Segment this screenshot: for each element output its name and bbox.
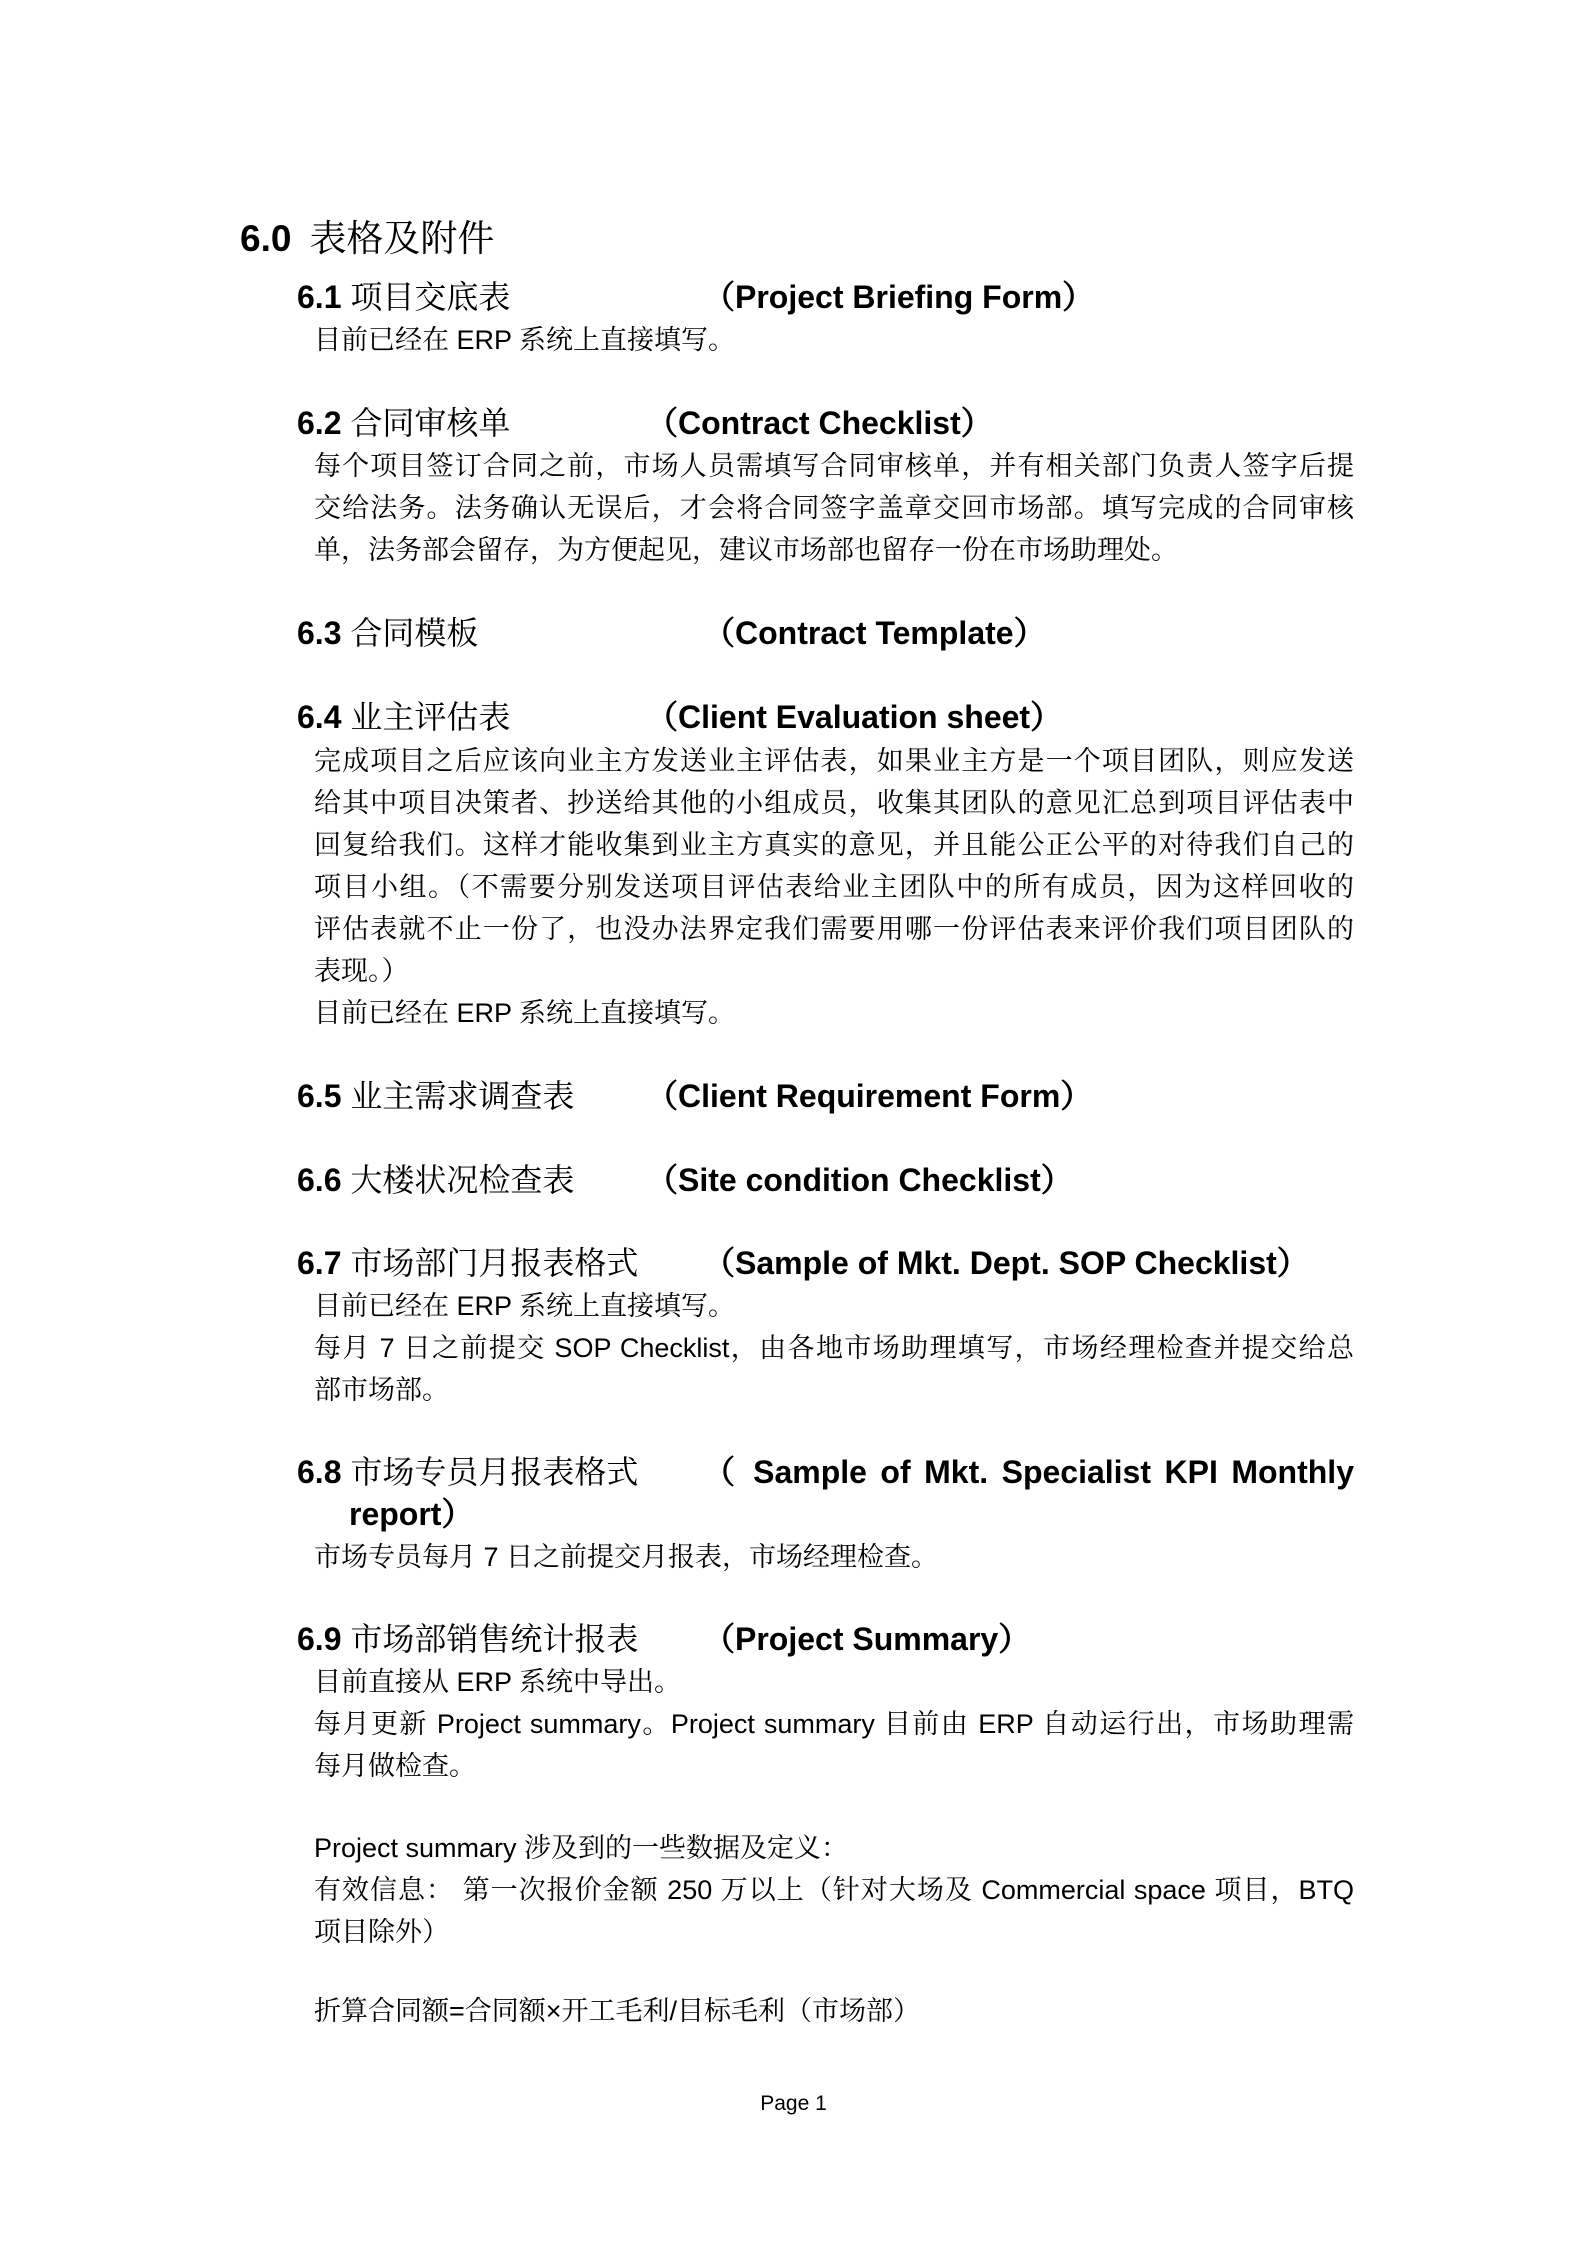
section-heading-6-4: 6.4 业主评估表 （Client Evaluation sheet） — [297, 696, 510, 738]
section-body-6-1: 目前已经在 ERP 系统上直接填写。 — [314, 325, 736, 355]
project-summary-definitions: Project summary 涉及到的一些数据及定义： 有效信息： 第一次报价金额 250 万以上（针对大场及 Commercial space 项目，BTQ 项目除外） — [314, 1833, 1354, 1947]
chapter-heading — [240, 208, 494, 262]
section-heading-6-8: 6.8 市场专员月报表格式 （ Sample of Mkt. Specialist KPI Monthly — [297, 1451, 638, 1493]
converted-contract-formula: 折算合同额=合同额×开工毛利/目标毛利（市场部） — [314, 1996, 921, 2026]
section-heading-6-1: 6.1 项目交底表 （Project Briefing Form） — [297, 276, 510, 318]
section-english-title: （Client Evaluation sheet） — [646, 699, 1063, 735]
section-body-6-4: 完成项目之后应该向业主方发送业主评估表，如果业主方是一个项目团队，则应发送 给其中项目决策者、抄送给其他的小组成员，收集其团队的意见汇总到项目评估表中 回复给我们。这样才能收集到业主方真实的意见，并且能公正公平的对待我们自己的 项目小组。（不需要分别发送项目评估表给业主团队中的所有成员，因为这样回收的 评估表就不止一份了，也没办法界定我们需要用哪一份评估表来评价我们项目团队的 表现。） 目前已经在 ERP 系统上直接填写。 — [314, 746, 1354, 1028]
section-heading-6-5: 6.5 业主需求调查表 （Client Requirement Form） — [297, 1075, 574, 1117]
section-english-title: （Contract Checklist） — [646, 405, 993, 441]
page-footer: Page 1 — [760, 2092, 827, 2115]
section-heading-6-6: 6.6 大楼状况检查表 （Site condition Checklist） — [297, 1159, 574, 1201]
chapter-number: 6.0 — [240, 218, 292, 259]
section-heading-6-9: 6.9 市场部销售统计报表 （Project Summary） — [297, 1618, 638, 1660]
chapter-title: 表格及附件 — [309, 218, 495, 259]
section-heading-6-7: 6.7 市场部门月报表格式 （Sample of Mkt. Dept. SOP Checklist） — [297, 1242, 638, 1284]
section-english-title: （Site condition Checklist） — [646, 1162, 1073, 1198]
section-english-title: （Project Briefing Form） — [703, 279, 1095, 315]
section-english-title: （Sample of Mkt. Dept. SOP Checklist） — [703, 1245, 1309, 1281]
section-body-6-8: 市场专员每月 7 日之前提交月报表，市场经理检查。 — [314, 1542, 939, 1572]
section-body-6-7: 目前已经在 ERP 系统上直接填写。 每月 7 日之前提交 SOP Checklist，由各地市场助理填写，市场经理检查并提交给总 部市场部。 — [314, 1291, 1354, 1405]
section-english-title: （ Sample of Mkt. Specialist KPI Monthly — [703, 1454, 1354, 1490]
section-english-title: （Project Summary） — [703, 1621, 1031, 1657]
section-english-title: （Client Requirement Form） — [646, 1078, 1093, 1114]
section-heading-6-3: 6.3 合同模板 （Contract Template） — [297, 612, 478, 654]
section-heading-6-8-continued: report） — [349, 1496, 474, 1532]
section-english-title: （Contract Template） — [703, 615, 1046, 651]
section-heading-6-2: 6.2 合同审核单 （Contract Checklist） — [297, 402, 510, 444]
section-body-6-2: 每个项目签订合同之前，市场人员需填写合同审核单，并有相关部门负责人签字后提 交给法务。法务确认无误后，才会将合同签字盖章交回市场部。填写完成的合同审核 单，法务部会留存，为方便起见，建议市场部也留存一份在市场助理处。 — [314, 451, 1354, 565]
section-body-6-9: 目前直接从 ERP 系统中导出。 每月更新 Project summary。Project summary 目前由 ERP 自动运行出，市场助理需 每月做检查。 — [314, 1667, 1354, 1781]
